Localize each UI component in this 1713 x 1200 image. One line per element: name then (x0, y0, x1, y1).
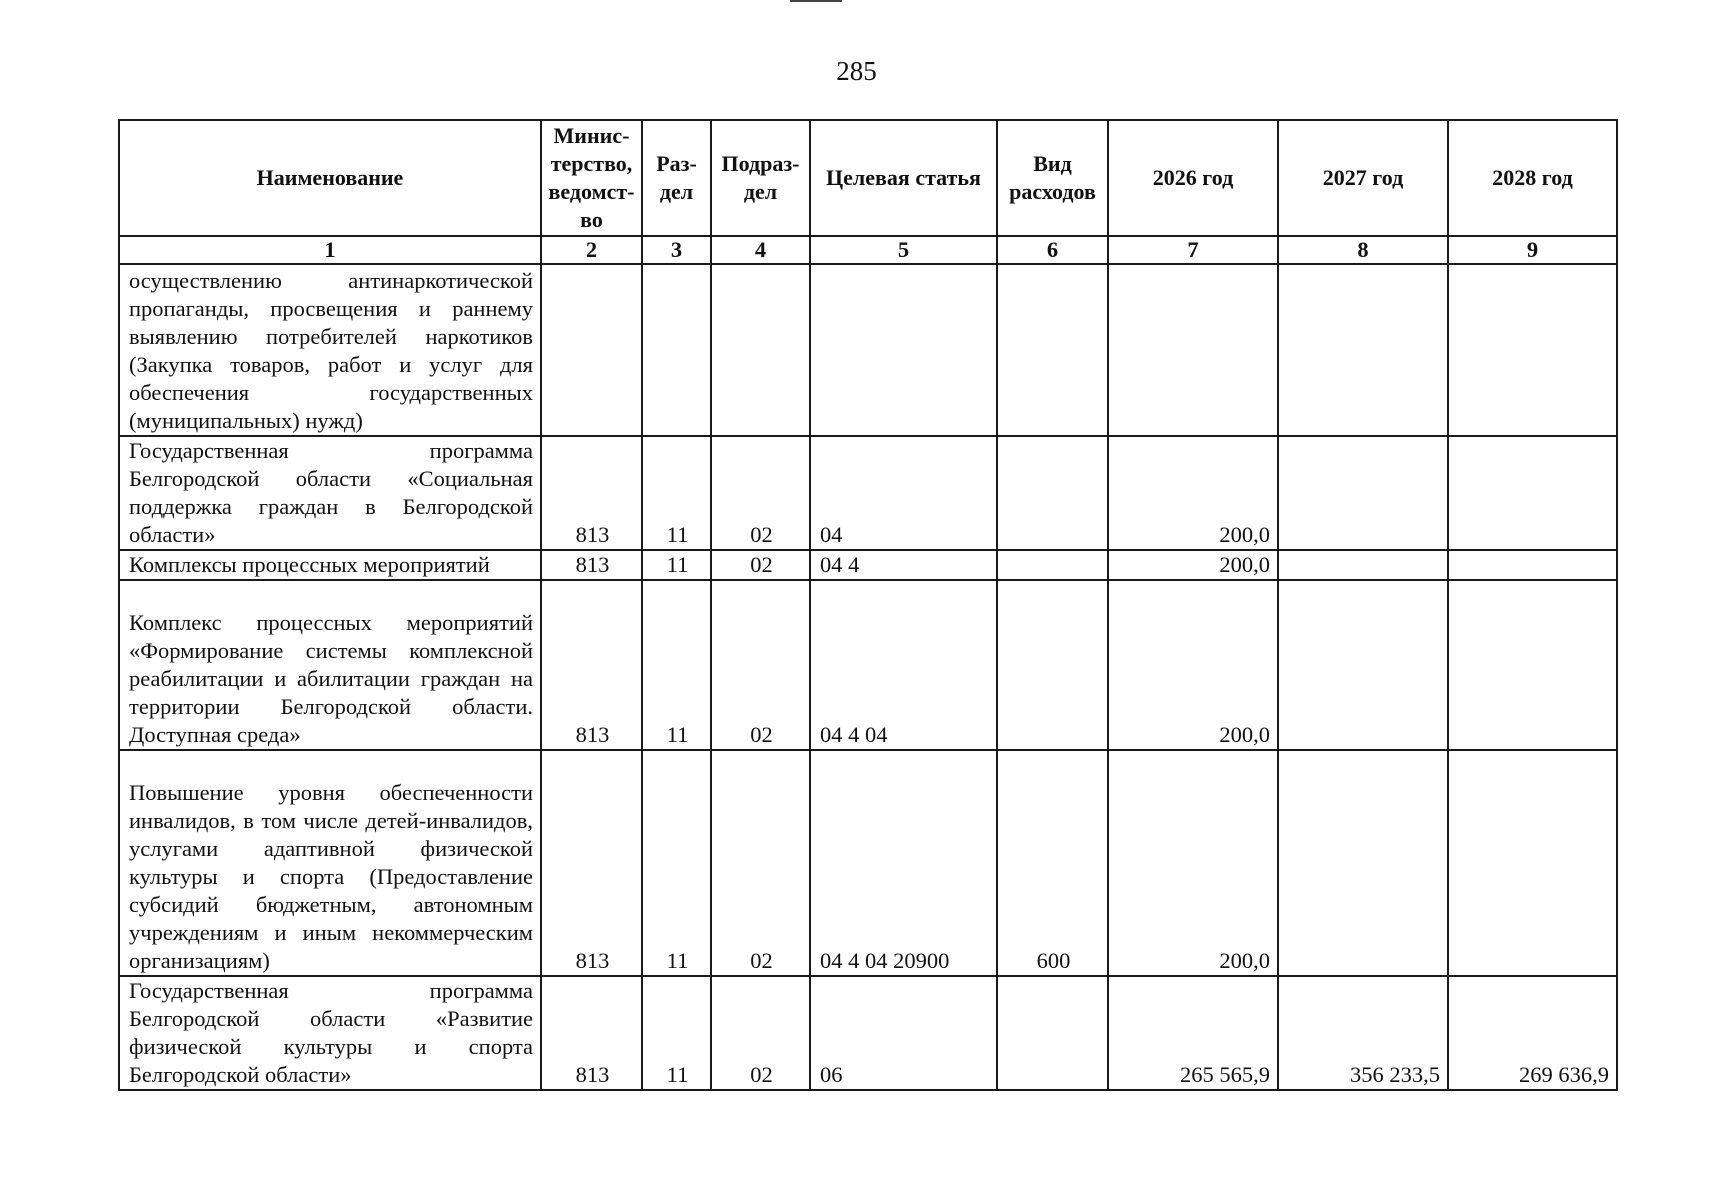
row-target: 04 4 04 20900 (810, 750, 997, 976)
row-expense-type (997, 550, 1108, 580)
row-ministry: 813 (541, 436, 642, 550)
row-name: Комплекс процессных мероприятий «Формирование системы комплексной реабилитации и абилитации граждан на территории Белгородской области. Доступная среда» (119, 580, 541, 750)
row-target (810, 264, 997, 436)
row-subsection: 02 (711, 750, 810, 976)
header-subsection: Подраз-дел (711, 120, 810, 236)
row-section: 11 (642, 436, 711, 550)
row-ministry (541, 264, 642, 436)
row-subsection: 02 (711, 436, 810, 550)
table-row (119, 976, 1617, 1090)
header-ministry: Минис-терство, ведомст-во (541, 120, 642, 236)
row-ministry: 813 (541, 550, 642, 580)
row-subsection: 02 (711, 550, 810, 580)
row-2028 (1448, 550, 1617, 580)
row-target: 04 (810, 436, 997, 550)
column-number: 4 (711, 236, 810, 264)
header-2028: 2028 год (1448, 120, 1617, 236)
row-subsection: 02 (711, 976, 810, 1090)
row-name: Государственная программа Белгородской области «Развитие физической культуры и спорта Белгородской области» (119, 976, 541, 1090)
row-2027 (1278, 264, 1448, 436)
row-section (642, 264, 711, 436)
row-ministry: 813 (541, 976, 642, 1090)
column-number: 2 (541, 236, 642, 264)
row-subsection: 02 (711, 580, 810, 750)
column-number-row (119, 236, 1617, 264)
row-section: 11 (642, 550, 711, 580)
header-section: Раз-дел (642, 120, 711, 236)
column-number: 1 (119, 236, 541, 264)
row-2026: 200,0 (1108, 750, 1278, 976)
row-2028 (1448, 436, 1617, 550)
table-row (119, 550, 1617, 580)
row-2027 (1278, 580, 1448, 750)
row-2026: 200,0 (1108, 436, 1278, 550)
table-row (119, 580, 1617, 750)
header-target: Целевая статья (810, 120, 997, 236)
row-target: 06 (810, 976, 997, 1090)
row-name: Государственная программа Белгородской области «Социальная поддержка граждан в Белгородской области» (119, 436, 541, 550)
row-2028 (1448, 264, 1617, 436)
table-row (119, 264, 1617, 436)
row-expense-type (997, 580, 1108, 750)
column-number: 5 (810, 236, 997, 264)
row-2026 (1108, 264, 1278, 436)
row-2028 (1448, 750, 1617, 976)
row-ministry: 813 (541, 580, 642, 750)
row-target: 04 4 04 (810, 580, 997, 750)
row-2026: 265 565,9 (1108, 976, 1278, 1090)
row-target: 04 4 (810, 550, 997, 580)
row-2027 (1278, 550, 1448, 580)
row-expense-type (997, 264, 1108, 436)
row-2027 (1278, 750, 1448, 976)
header-2026: 2026 год (1108, 120, 1278, 236)
row-section: 11 (642, 976, 711, 1090)
row-2028 (1448, 580, 1617, 750)
column-number: 7 (1108, 236, 1278, 264)
row-section: 11 (642, 580, 711, 750)
row-section: 11 (642, 750, 711, 976)
row-2026: 200,0 (1108, 550, 1278, 580)
top-edge-mark (790, 0, 842, 2)
header-name: Наименование (119, 120, 541, 236)
budget-table (118, 119, 1618, 1091)
table-row (119, 750, 1617, 976)
row-name: осуществлению антинаркотической пропаганды, просвещения и раннему выявлению потребителей наркотиков (Закупка товаров, работ и услуг для обеспечения государственных (муниципальных) нужд) (119, 264, 541, 436)
row-expense-type: 600 (997, 750, 1108, 976)
row-subsection (711, 264, 810, 436)
column-number: 9 (1448, 236, 1617, 264)
header-expense-type: Вид расходов (997, 120, 1108, 236)
header-2027: 2027 год (1278, 120, 1448, 236)
header-row (119, 120, 1617, 236)
row-expense-type (997, 976, 1108, 1090)
row-2028: 269 636,9 (1448, 976, 1617, 1090)
column-number: 3 (642, 236, 711, 264)
row-ministry: 813 (541, 750, 642, 976)
row-expense-type (997, 436, 1108, 550)
row-2027 (1278, 436, 1448, 550)
row-name: Комплексы процессных мероприятий (119, 550, 541, 580)
row-2026: 200,0 (1108, 580, 1278, 750)
table-row (119, 436, 1617, 550)
row-2027: 356 233,5 (1278, 976, 1448, 1090)
column-number: 6 (997, 236, 1108, 264)
page-number: 285 (836, 56, 877, 86)
row-name: Повышение уровня обеспеченности инвалидов, в том числе детей-инвалидов, услугами адаптивной физической культуры и спорта (Предоставление субсидий бюджетным, автономным учреждениям и иным некоммерческим организациям) (119, 750, 541, 976)
column-number: 8 (1278, 236, 1448, 264)
